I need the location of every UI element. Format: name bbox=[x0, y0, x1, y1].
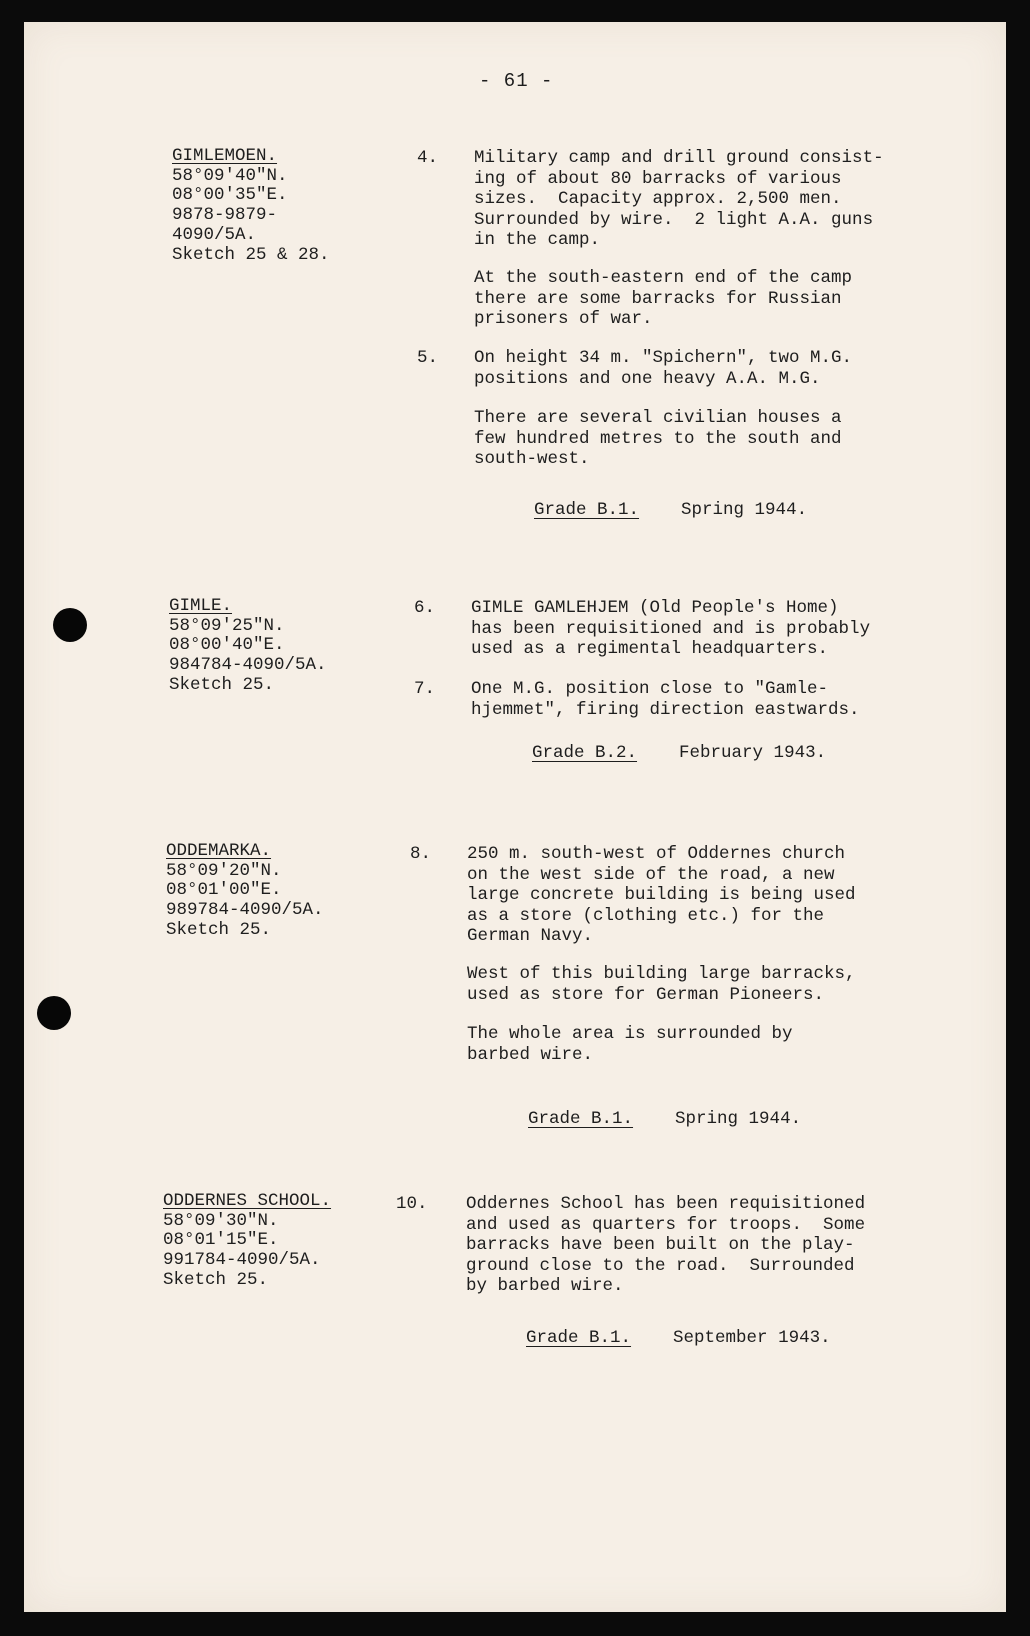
sketch-ref: Sketch 25 & 28. bbox=[172, 244, 330, 265]
grid-ref-line: 4090/5A. bbox=[172, 224, 257, 245]
location-block bbox=[169, 597, 327, 696]
paragraph bbox=[474, 408, 842, 470]
text-line: south-west. bbox=[474, 449, 590, 469]
location-block bbox=[163, 1192, 331, 1291]
sketch-ref: Sketch 25. bbox=[166, 919, 272, 940]
text-line: barbed wire. bbox=[467, 1044, 594, 1065]
location-block bbox=[172, 147, 330, 265]
coord-line: 08°00'40"E. bbox=[169, 635, 285, 656]
text-line: and used as quarters for troops. Some bbox=[466, 1214, 866, 1235]
text-line: ground close to the road. Surrounded bbox=[466, 1255, 855, 1276]
paragraph-7 bbox=[414, 679, 860, 720]
paragraph-5 bbox=[417, 348, 852, 389]
coord-line: 08°01'15"E. bbox=[163, 1230, 279, 1251]
text-line: West of this building large barracks, bbox=[467, 964, 856, 984]
coord-line: 58°09'20"N. bbox=[166, 860, 282, 881]
text-line: GIMLE GAMLEHJEM (Old People's Home) bbox=[471, 598, 839, 618]
report-date: Spring 1944. bbox=[681, 500, 808, 520]
text-line: At the south-eastern end of the camp bbox=[474, 268, 853, 288]
paragraph-number: 7. bbox=[414, 679, 436, 699]
grade: Grade B.2. bbox=[532, 743, 638, 763]
text-line: positions and one heavy A.A. M.G. bbox=[474, 368, 821, 389]
sketch-ref: Sketch 25. bbox=[163, 1269, 269, 1290]
paragraph-number: 4. bbox=[417, 148, 439, 168]
coord-line: 58°09'40"N. bbox=[172, 165, 288, 186]
text-line: Surrounded by wire. 2 light A.A. guns bbox=[474, 209, 874, 230]
coord-line: 08°01'00"E. bbox=[166, 880, 282, 901]
grade-line bbox=[534, 500, 807, 520]
location-name: GIMLEMOEN. bbox=[172, 146, 278, 166]
text-line: by barbed wire. bbox=[466, 1276, 624, 1296]
coord-line: 08°00'35"E. bbox=[172, 185, 288, 206]
location-block bbox=[166, 842, 324, 941]
text-line: large concrete building is being used bbox=[467, 885, 856, 905]
grade-line bbox=[528, 1109, 801, 1129]
text-line: on the west side of the road, a new bbox=[467, 864, 835, 885]
text-line: There are several civilian houses a bbox=[474, 408, 842, 428]
grid-ref-line: 984784-4090/5A. bbox=[169, 655, 327, 676]
grade-line bbox=[532, 743, 826, 763]
sketch-ref: Sketch 25. bbox=[169, 674, 275, 695]
report-date: Spring 1944. bbox=[675, 1109, 802, 1129]
text-line: German Navy. bbox=[467, 926, 594, 946]
text-line: sizes. Capacity approx. 2,500 men. bbox=[474, 189, 842, 209]
location-name: ODDERNES SCHOOL. bbox=[163, 1191, 332, 1211]
report-date: September 1943. bbox=[673, 1328, 831, 1348]
text-line: 250 m. south-west of Oddernes church bbox=[467, 844, 846, 864]
paragraph bbox=[467, 1024, 793, 1065]
text-line: prisoners of war. bbox=[474, 309, 653, 329]
punch-hole bbox=[53, 608, 87, 642]
text-line: One M.G. position close to "Gamle- bbox=[471, 679, 829, 699]
location-name: GIMLE. bbox=[169, 596, 233, 616]
paragraph-6 bbox=[414, 598, 870, 660]
grade-line bbox=[526, 1328, 831, 1348]
paragraph-10 bbox=[396, 1194, 865, 1297]
grade: Grade B.1. bbox=[526, 1328, 632, 1348]
text-line: Oddernes School has been requisitioned bbox=[466, 1194, 866, 1214]
report-date: February 1943. bbox=[679, 743, 827, 763]
grade: Grade B.1. bbox=[528, 1109, 634, 1129]
text-line: ing of about 80 barracks of various bbox=[474, 168, 842, 189]
document-page bbox=[24, 22, 1006, 1612]
paragraph-number: 6. bbox=[414, 598, 436, 618]
location-name: ODDEMARKA. bbox=[166, 841, 272, 861]
page-number: - 61 - bbox=[479, 70, 554, 92]
paragraph bbox=[474, 268, 852, 330]
text-line: in the camp. bbox=[474, 230, 601, 250]
text-line: hjemmet", firing direction eastwards. bbox=[471, 699, 860, 720]
punch-hole bbox=[37, 996, 71, 1030]
text-line: few hundred metres to the south and bbox=[474, 428, 842, 449]
text-line: The whole area is surrounded by bbox=[467, 1024, 793, 1044]
text-line: as a store (clothing etc.) for the bbox=[467, 905, 825, 926]
paragraph-number: 8. bbox=[410, 844, 432, 864]
text-line: there are some barracks for Russian bbox=[474, 288, 842, 309]
grid-ref-line: 991784-4090/5A. bbox=[163, 1250, 321, 1271]
coord-line: 58°09'30"N. bbox=[163, 1210, 279, 1231]
text-line: has been requisitioned and is probably bbox=[471, 618, 871, 639]
grid-ref-line: 9878-9879- bbox=[172, 205, 278, 226]
paragraph-8 bbox=[410, 844, 856, 947]
paragraph-number: 10. bbox=[396, 1194, 428, 1214]
text-line: used as store for German Pioneers. bbox=[467, 984, 825, 1005]
paragraph-4 bbox=[417, 148, 884, 251]
text-line: On height 34 m. "Spichern", two M.G. bbox=[474, 348, 853, 368]
text-line: Military camp and drill ground consist- bbox=[474, 148, 884, 168]
grid-ref-line: 989784-4090/5A. bbox=[166, 900, 324, 921]
coord-line: 58°09'25"N. bbox=[169, 615, 285, 636]
text-line: barracks have been built on the play- bbox=[466, 1235, 855, 1255]
grade: Grade B.1. bbox=[534, 500, 640, 520]
paragraph-number: 5. bbox=[417, 348, 439, 368]
text-line: used as a regimental headquarters. bbox=[471, 639, 829, 659]
paragraph bbox=[467, 964, 856, 1005]
